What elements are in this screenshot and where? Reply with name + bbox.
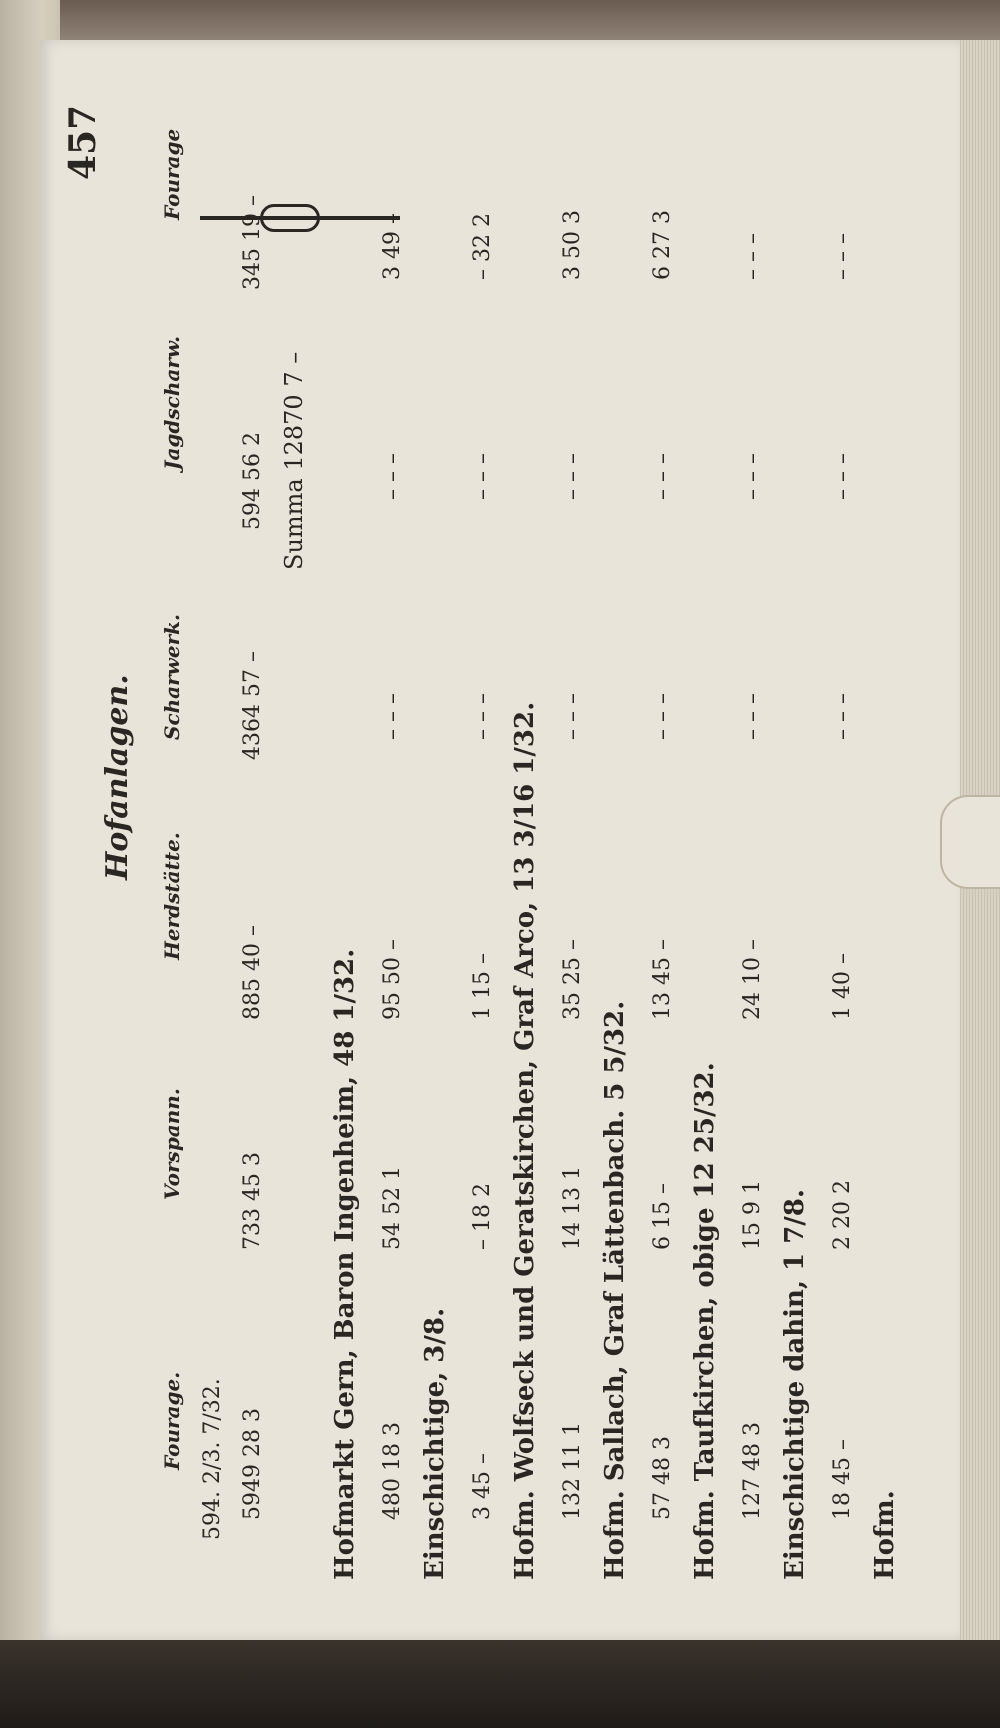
section-cell: 1 15 – bbox=[470, 953, 495, 1020]
section-cell: – – – bbox=[470, 453, 495, 500]
header-fourage: Fourage. bbox=[160, 1371, 184, 1470]
section-cell: 13 45 – bbox=[650, 939, 675, 1020]
catchword: Hofm. bbox=[870, 1490, 900, 1580]
section-cell: – – – bbox=[650, 453, 675, 500]
section-cell: 3 49 – bbox=[380, 213, 405, 280]
book-top-edge bbox=[0, 0, 1000, 40]
section-row bbox=[470, 100, 500, 1580]
section-cell: – 18 2 bbox=[470, 1183, 495, 1250]
section-cell: 95 50 – bbox=[380, 939, 405, 1020]
section-cell: – – – bbox=[740, 233, 765, 280]
top-row-cell: 733 45 3 bbox=[240, 1152, 265, 1250]
section-label: Hofm. Wolfseck und Geratskirchen, Graf Arco, 13 3/16 1/32. bbox=[510, 701, 540, 1580]
section-cell: – – – bbox=[740, 453, 765, 500]
header-fourage-2: Fourage bbox=[160, 128, 184, 220]
section-cell: – – – bbox=[380, 453, 405, 500]
header-herdstaette: Herdstätte. bbox=[160, 832, 184, 960]
top-row-cell: 594 56 2 bbox=[240, 432, 265, 530]
section-cell: 35 25 – bbox=[560, 939, 585, 1020]
top-row-cell: 4364 57 – bbox=[240, 651, 265, 760]
section-cell: 15 9 1 bbox=[740, 1180, 765, 1250]
section-label: Hofmarkt Gern, Baron Ingenheim, 48 1/32. bbox=[330, 948, 360, 1580]
top-row-cell: 345 19 – bbox=[240, 195, 265, 290]
page-number: 457 bbox=[62, 104, 104, 180]
section-cell: – – – bbox=[830, 453, 855, 500]
page-content bbox=[40, 40, 960, 1640]
section-label: Einschichtige dahin, 1 7/8. bbox=[780, 1189, 810, 1580]
header-jagdscharw: Jagdscharw. bbox=[160, 335, 184, 470]
section-label: Einschichtige, 3/8. bbox=[420, 1307, 450, 1580]
section-cell: 132 11 1 bbox=[560, 1422, 585, 1520]
section-cell: 14 13 1 bbox=[560, 1166, 585, 1250]
section-cell: – – – bbox=[470, 693, 495, 740]
section-row bbox=[830, 100, 860, 1580]
section-cell: 480 18 3 bbox=[380, 1422, 405, 1520]
section-cell: 54 52 1 bbox=[380, 1166, 405, 1250]
section-cell: – – – bbox=[380, 693, 405, 740]
section-label: Hofm. Sallach, Graf Lättenbach. 5 5/32. bbox=[600, 1000, 630, 1580]
section-cell: 6 27 3 bbox=[650, 210, 675, 280]
section-cell: 3 45 – bbox=[470, 1453, 495, 1520]
section-cell: – – – bbox=[650, 693, 675, 740]
top-row-cell: 5949 28 3 bbox=[240, 1408, 265, 1520]
section-row bbox=[650, 100, 680, 1580]
book-bottom-shadow bbox=[0, 1640, 1000, 1728]
section-cell: – – – bbox=[740, 693, 765, 740]
section-cell: 2 20 2 bbox=[830, 1180, 855, 1250]
top-row bbox=[240, 100, 270, 1580]
section-cell: – – – bbox=[830, 693, 855, 740]
top-row-cell: 885 40 – bbox=[240, 925, 265, 1020]
section-cell: 18 45 – bbox=[830, 1439, 855, 1520]
section-cell: – 32 2 bbox=[470, 213, 495, 280]
section-cell: 6 15 – bbox=[650, 1183, 675, 1250]
section-cell: – – – bbox=[560, 693, 585, 740]
section-row bbox=[380, 100, 410, 1580]
header-scharwerk: Scharwerk. bbox=[160, 614, 184, 740]
section-cell: 1 40 – bbox=[830, 953, 855, 1020]
section-cell: 3 50 3 bbox=[560, 210, 585, 280]
section-title: Hofanlagen. bbox=[100, 674, 135, 880]
section-row bbox=[560, 100, 590, 1580]
section-cell: – – – bbox=[830, 233, 855, 280]
section-cell: 24 10 – bbox=[740, 939, 765, 1020]
section-label: Hofm. Taufkirchen, obige 12 25/32. bbox=[690, 1062, 720, 1580]
column-headers bbox=[160, 120, 200, 1520]
rotated-table bbox=[62, 100, 910, 1580]
section-row bbox=[740, 100, 770, 1580]
section-cell: 57 48 3 bbox=[650, 1436, 675, 1520]
header-vorspann: Vorspann. bbox=[160, 1088, 184, 1200]
summa-label: Summa 12870 7 – bbox=[280, 351, 308, 570]
top-fraction: 594. 2/3. 7/32. bbox=[200, 1378, 225, 1540]
section-cell: 127 48 3 bbox=[740, 1422, 765, 1520]
section-cell: – – – bbox=[560, 453, 585, 500]
